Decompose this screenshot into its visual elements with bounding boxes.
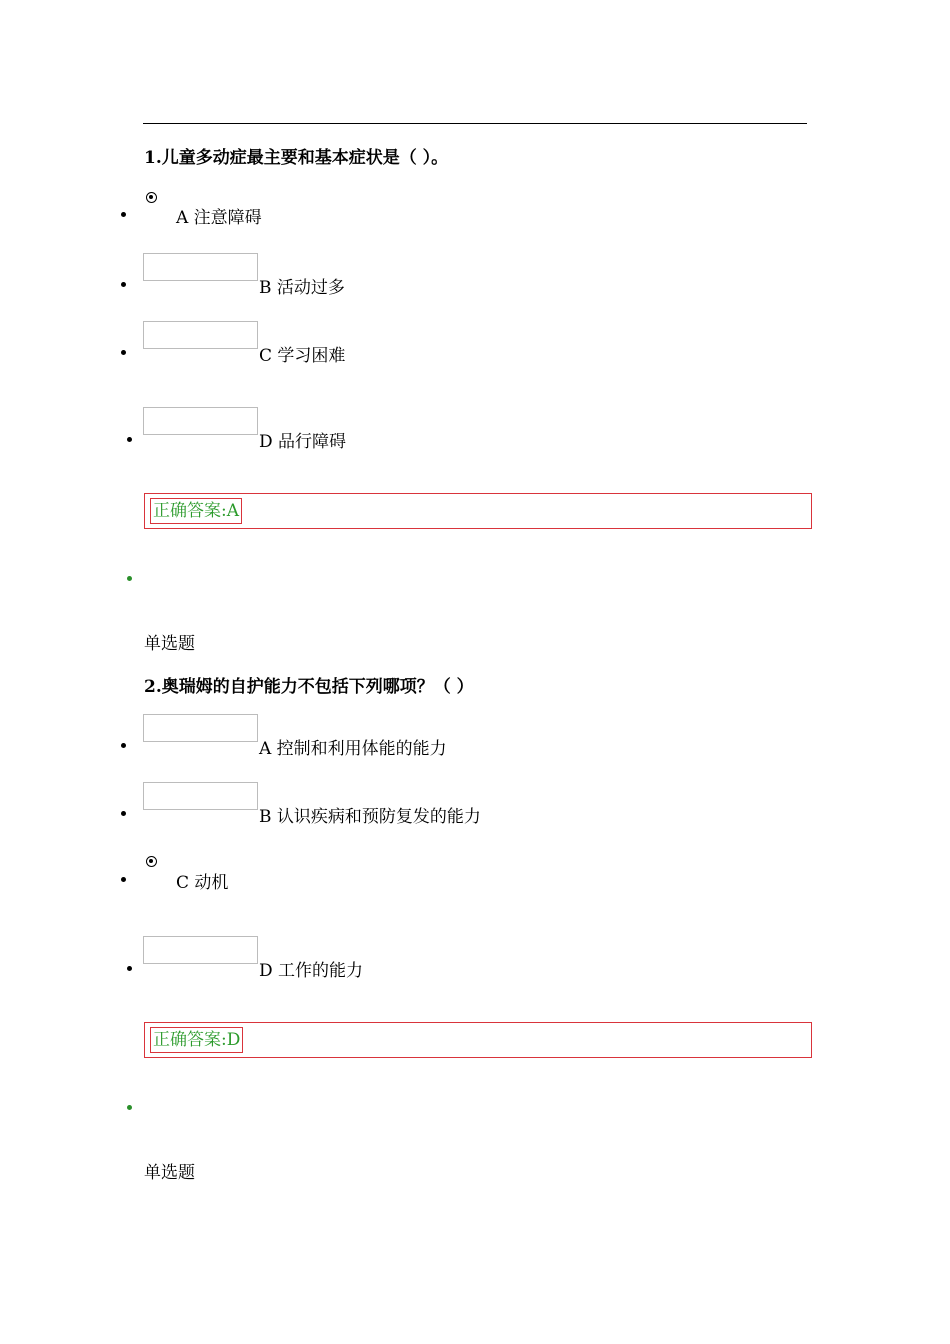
q2-option-a[interactable]: A 控制和利用体能的能力	[259, 739, 447, 759]
radio-selected-icon[interactable]	[146, 856, 157, 867]
list-bullet	[127, 1105, 132, 1110]
q1-option-b-control[interactable]	[143, 253, 258, 281]
q1-option-c-control[interactable]	[143, 321, 258, 349]
q1-option-d-control[interactable]	[143, 407, 258, 435]
list-bullet	[127, 576, 132, 581]
list-bullet	[121, 877, 126, 882]
list-bullet	[121, 212, 126, 217]
q2-option-a-control[interactable]	[143, 714, 258, 742]
q2-correct-answer: 正确答案:D	[150, 1027, 243, 1053]
top-divider	[143, 123, 807, 124]
list-bullet	[121, 350, 126, 355]
q1-option-c[interactable]: C 学习困难	[259, 346, 346, 366]
list-bullet	[121, 743, 126, 748]
q1-option-a[interactable]: A 注意障碍	[176, 208, 262, 228]
radio-selected-icon[interactable]	[146, 192, 157, 203]
q2-answer-box	[144, 1022, 812, 1058]
question-1-title: 1.儿童多动症最主要和基本症状是（ ）。	[144, 148, 449, 168]
q1-option-b[interactable]: B 活动过多	[259, 278, 345, 298]
q1-type-label: 单选题	[144, 634, 195, 654]
list-bullet	[127, 437, 132, 442]
list-bullet	[121, 282, 126, 287]
q1-answer-box	[144, 493, 812, 529]
q2-option-d[interactable]: D 工作的能力	[259, 961, 364, 981]
q1-option-d[interactable]: D 品行障碍	[259, 432, 347, 452]
list-bullet	[121, 811, 126, 816]
q2-type-label: 单选题	[144, 1163, 195, 1183]
q2-option-c[interactable]: C 动机	[176, 873, 229, 893]
q2-option-b[interactable]: B 认识疾病和预防复发的能力	[259, 807, 481, 827]
list-bullet	[127, 966, 132, 971]
q1-correct-answer: 正确答案:A	[150, 498, 242, 524]
question-2-title: 2.奥瑞姆的自护能力不包括下列哪项？（ ）	[144, 677, 474, 697]
q2-option-b-control[interactable]	[143, 782, 258, 810]
q2-option-d-control[interactable]	[143, 936, 258, 964]
